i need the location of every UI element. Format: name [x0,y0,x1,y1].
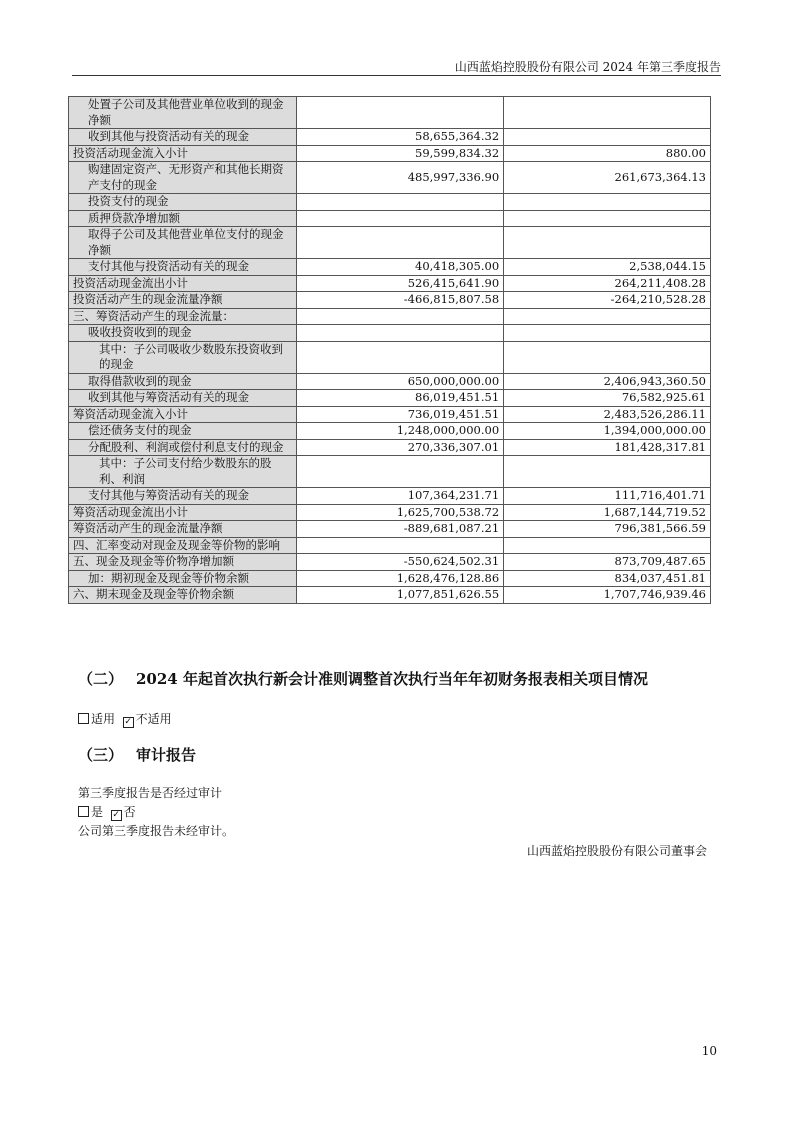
prior-period-value: 873,709,487.65 [504,554,711,571]
prior-period-value: 2,538,044.15 [504,259,711,276]
table-row [69,259,711,276]
prior-period-value: -264,210,528.28 [504,292,711,309]
cash-flow-table [68,96,711,604]
header-rule [72,75,721,76]
section-2-title: 2024 年起首次执行新会计准则调整首次执行当年年初财务报表相关项目情况 [136,670,648,688]
option-yes: 是 [91,805,104,819]
current-period-value: 1,077,851,626.55 [297,587,504,604]
prior-period-value: 181,428,317.81 [504,439,711,456]
audit-statement: 公司第三季度报告未经审计。 [78,824,235,838]
current-period-value: 526,415,641.90 [297,275,504,292]
current-period-value [297,210,504,227]
section-3-heading [78,744,196,765]
section-2-index: （二） [78,670,124,688]
row-label: 投资支付的现金 [69,194,297,211]
table-row [69,97,711,129]
unchecked-box-icon [78,713,89,724]
row-label: 投资活动现金流入小计 [69,145,297,162]
current-period-value: 58,655,364.32 [297,129,504,146]
row-label: 六、期末现金及现金等价物余额 [69,587,297,604]
prior-period-value: 76,582,925.61 [504,390,711,407]
prior-period-value: 880.00 [504,145,711,162]
row-label: 其中：子公司吸收少数股东投资收到的现金 [69,341,297,373]
current-period-value: 40,418,305.00 [297,259,504,276]
table-row [69,521,711,538]
row-label: 支付其他与投资活动有关的现金 [69,259,297,276]
prior-period-value [504,210,711,227]
table-row [69,129,711,146]
current-period-value [297,308,504,325]
option-no: 否 [123,805,136,819]
section-2-heading [78,668,648,689]
row-label: 质押贷款净增加额 [69,210,297,227]
current-period-value: -550,624,502.31 [297,554,504,571]
table-row [69,145,711,162]
row-label: 收到其他与投资活动有关的现金 [69,129,297,146]
prior-period-value [504,194,711,211]
checked-box-icon: ✓ [124,717,132,727]
prior-period-value: 264,211,408.28 [504,275,711,292]
section-2-options [78,710,172,728]
table-row [69,292,711,309]
current-period-value [297,325,504,342]
prior-period-value: 1,707,746,939.46 [504,587,711,604]
row-label: 吸收投资收到的现金 [69,325,297,342]
current-period-value: -889,681,087.21 [297,521,504,538]
page-number: 10 [701,1044,717,1058]
prior-period-value [504,129,711,146]
prior-period-value: 1,687,144,719.52 [504,504,711,521]
row-label: 偿还债务支付的现金 [69,423,297,440]
prior-period-value: 2,406,943,360.50 [504,373,711,390]
current-period-value: 270,336,307.01 [297,439,504,456]
row-label: 取得借款收到的现金 [69,373,297,390]
current-period-value [297,537,504,554]
table-row [69,488,711,505]
prior-period-value [504,308,711,325]
row-label: 支付其他与筹资活动有关的现金 [69,488,297,505]
prior-period-value [504,325,711,342]
option-applicable: 适用 [91,712,116,726]
row-label: 投资活动产生的现金流量净额 [69,292,297,309]
table-row [69,406,711,423]
table-row [69,423,711,440]
prior-period-value [504,456,711,488]
current-period-value: 485,997,336.90 [297,162,504,194]
current-period-value: 736,019,451.51 [297,406,504,423]
table-row [69,227,711,259]
current-period-value: 1,248,000,000.00 [297,423,504,440]
prior-period-value: 796,381,566.59 [504,521,711,538]
current-period-value [297,227,504,259]
row-label: 收到其他与筹资活动有关的现金 [69,390,297,407]
section-3-index: （三） [78,746,124,764]
current-period-value [297,456,504,488]
report-header-title: 山西蓝焰控股股份有限公司 2024 年第三季度报告 [454,60,721,74]
prior-period-value: 111,716,401.71 [504,488,711,505]
row-label: 加：期初现金及现金等价物余额 [69,570,297,587]
table-row [69,341,711,373]
row-label: 三、筹资活动产生的现金流量： [69,308,297,325]
row-label: 筹资活动产生的现金流量净额 [69,521,297,538]
table-row [69,554,711,571]
prior-period-value: 834,037,451.81 [504,570,711,587]
table-row [69,587,711,604]
current-period-value: 1,628,476,128.86 [297,570,504,587]
current-period-value: -466,815,807.58 [297,292,504,309]
row-label: 五、现金及现金等价物净增加额 [69,554,297,571]
table-row [69,456,711,488]
option-not-applicable: 不适用 [135,712,172,726]
table-row [69,390,711,407]
current-period-value [297,194,504,211]
row-label: 分配股利、利润或偿付利息支付的现金 [69,439,297,456]
unchecked-box-icon [78,806,89,817]
row-label: 其中：子公司支付给少数股东的股利、利润 [69,456,297,488]
row-label: 购建固定资产、无形资产和其他长期资产支付的现金 [69,162,297,194]
row-label: 处置子公司及其他营业单位收到的现金净额 [69,97,297,129]
audit-question: 第三季度报告是否经过审计 [78,786,223,800]
row-label: 筹资活动现金流出小计 [69,504,297,521]
current-period-value: 650,000,000.00 [297,373,504,390]
prior-period-value: 261,673,364.13 [504,162,711,194]
table-row [69,537,711,554]
current-period-value: 107,364,231.71 [297,488,504,505]
row-label: 取得子公司及其他营业单位支付的现金净额 [69,227,297,259]
row-label: 投资活动现金流出小计 [69,275,297,292]
table-row [69,194,711,211]
prior-period-value [504,341,711,373]
current-period-value: 59,599,834.32 [297,145,504,162]
prior-period-value: 1,394,000,000.00 [504,423,711,440]
current-period-value [297,97,504,129]
table-row [69,275,711,292]
table-row [69,570,711,587]
table-row [69,504,711,521]
row-label: 筹资活动现金流入小计 [69,406,297,423]
audit-options [78,803,136,821]
table-row [69,308,711,325]
row-label: 四、汇率变动对现金及现金等价物的影响 [69,537,297,554]
current-period-value [297,341,504,373]
prior-period-value [504,227,711,259]
table-row [69,210,711,227]
prior-period-value [504,97,711,129]
table-row [69,162,711,194]
table-row [69,439,711,456]
checked-box-icon: ✓ [112,810,120,820]
current-period-value: 86,019,451.51 [297,390,504,407]
prior-period-value [504,537,711,554]
current-period-value: 1,625,700,538.72 [297,504,504,521]
table-row [69,325,711,342]
table-row [69,373,711,390]
section-3-title: 审计报告 [136,746,197,764]
board-signature: 山西蓝焰控股股份有限公司董事会 [526,844,707,858]
prior-period-value: 2,483,526,286.11 [504,406,711,423]
